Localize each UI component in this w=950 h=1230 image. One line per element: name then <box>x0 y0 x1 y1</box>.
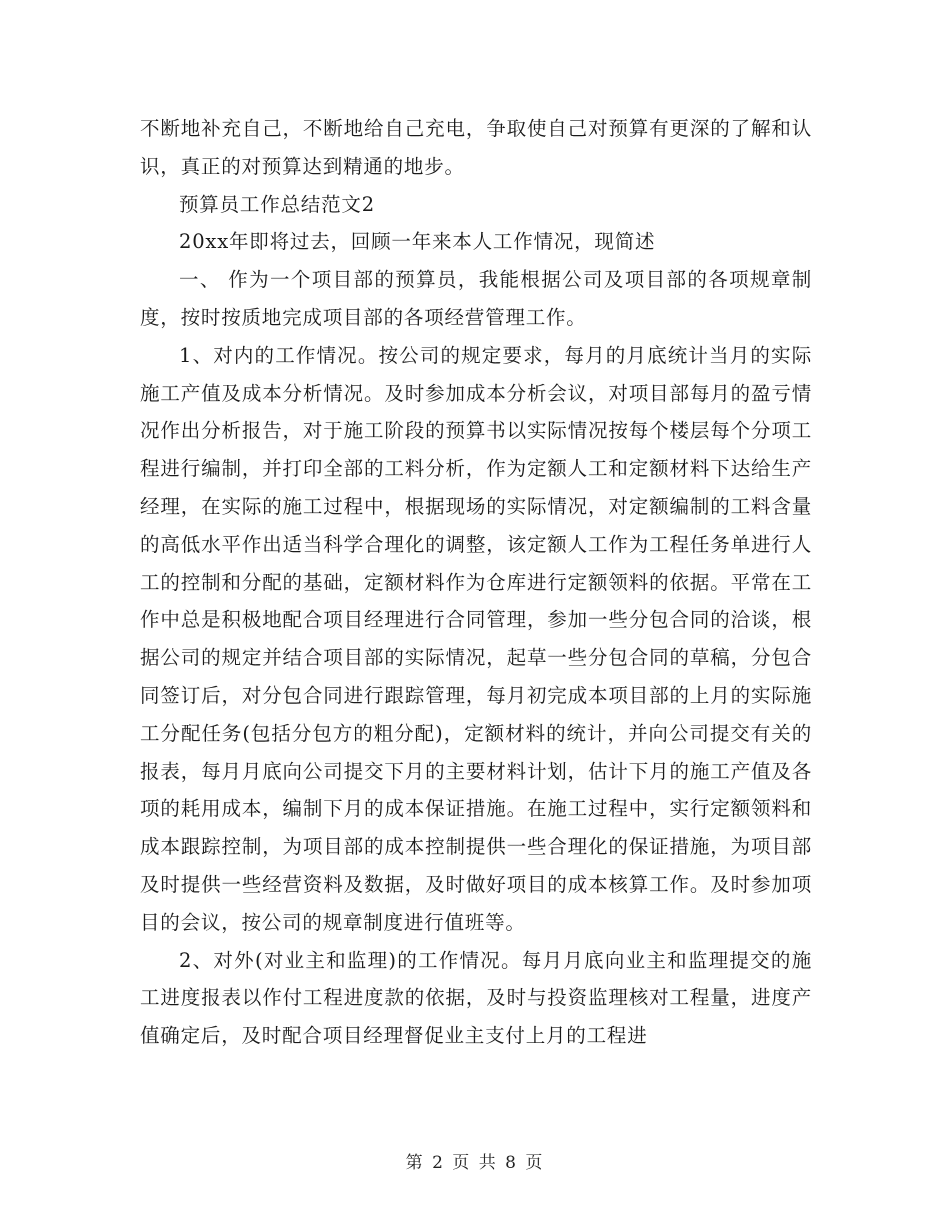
paragraph-internal-work: 1、对内的工作情况。按公司的规定要求，每月的月底统计当月的实际施工产值及成本分析情况。及时参加成本分析会议，对项目部每月的盈亏情况作出分析报告，对于施工阶段的预算书以实际情况按每个楼层每个分项工程进行编制，并打印全部的工料分析，作为定额人工和定额材料下达给生产经理，在实际的施工过程中，根据现场的实际情况，对定额编制的工料含量的高低水平作出适当科学合理化的调整，该定额人工作为工程任务单进行人工的控制和分配的基础，定额材料作为仓库进行定额领料的依据。平常在工作中总是积极地配合项目经理进行合同管理，参加一些分包合同的洽谈，根据公司的规定并结合项目部的实际情况，起草一些分包合同的草稿，分包合同签订后，对分包合同进行跟踪管理，每月初完成本项目部的上月的实际施工分配任务(包括分包方的粗分配)，定额材料的统计，并向公司提交有关的报表，每月月底向公司提交下月的主要材料计划，估计下月的施工产值及各项的耗用成本，编制下月的成本保证措施。在施工过程中，实行定额领料和成本跟踪控制，为项目部的成本控制提供一些合理化的保证措施，为项目部及时提供一些经营资料及数据，及时做好项目的成本核算工作。及时参加项目的会议，按公司的规章制度进行值班等。 <box>140 343 812 934</box>
document-body <box>140 110 812 1055</box>
section-heading: 预算员工作总结范文2 <box>179 192 375 216</box>
paragraph-continuation: 不断地补充自己，不断地给自己充电，争取使自己对预算有更深的了解和认识，真正的对预算达到精通的地步。 <box>140 117 812 178</box>
paragraph-external-work: 2、对外(对业主和监理)的工作情况。每月月底向业主和监理提交的施工进度报表以作付工程进度款的依据，及时与投资监理核对工程量，进度产值确定后，及时配合项目经理督促业主支付上月的工程进 <box>140 948 812 1048</box>
paragraph-point-one: 一、 作为一个项目部的预算员，我能根据公司及项目部的各项规章制度，按时按质地完成项目部的各项经营管理工作。 <box>140 268 812 329</box>
page-number-footer: 第 2 页 共 8 页 <box>405 1153 545 1173</box>
paragraph-intro: 20xx年即将过去，回顾一年来本人工作情况，现简述 <box>179 230 656 254</box>
